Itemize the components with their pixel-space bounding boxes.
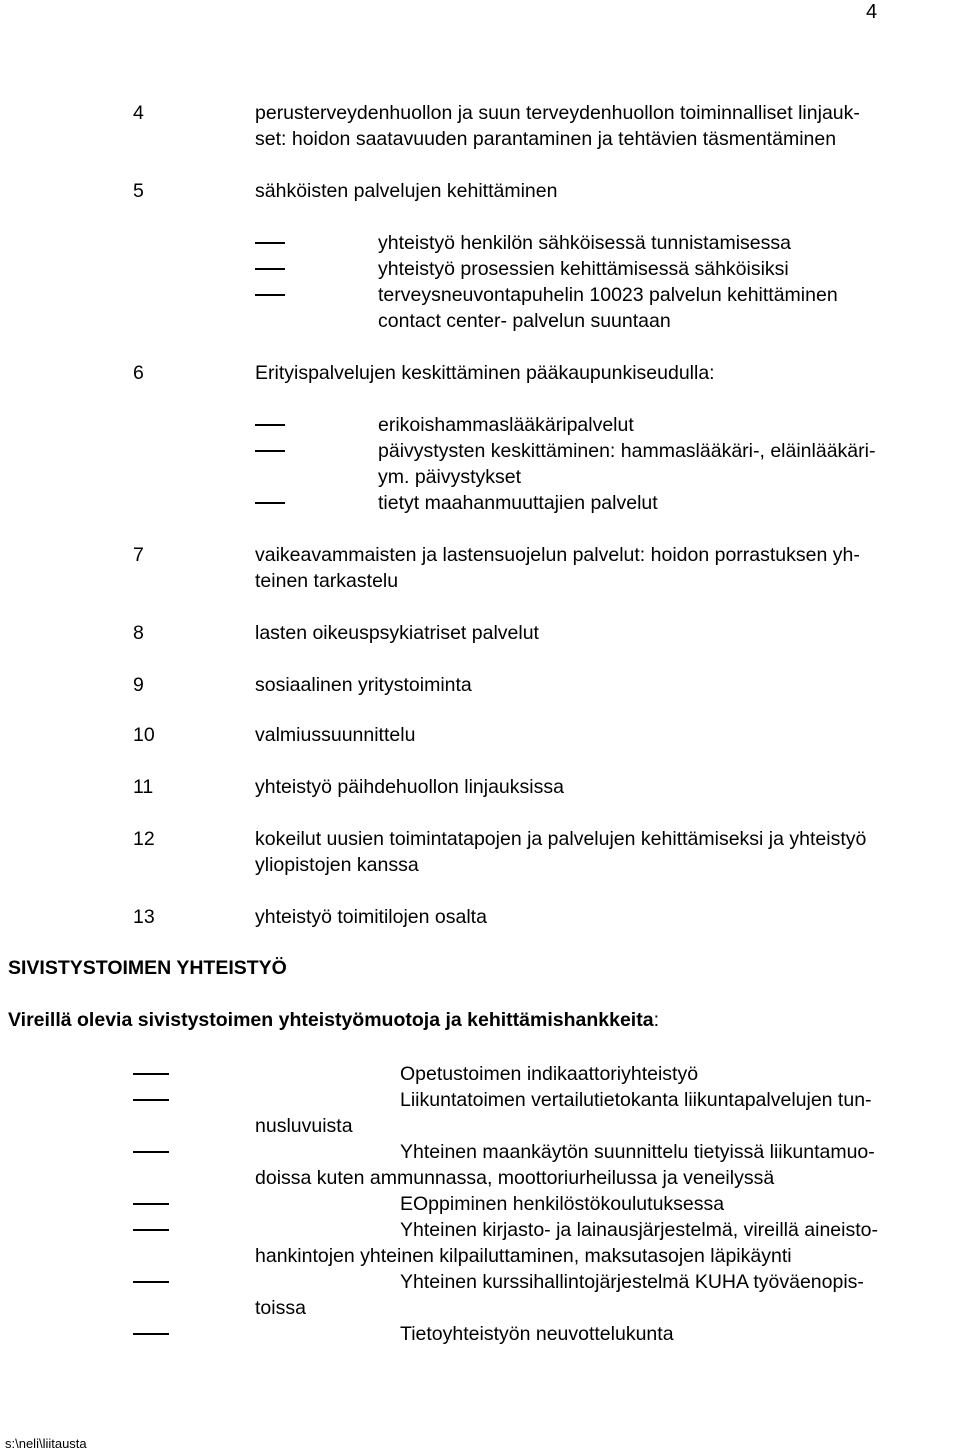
dash-bullet-icon bbox=[255, 294, 285, 296]
bullet-item: Tietoyhteistyön neuvottelukunta bbox=[400, 1323, 674, 1345]
dash-bullet-icon bbox=[255, 242, 285, 244]
item-number: 6 bbox=[133, 362, 144, 384]
bullet-continuation: doissa kuten ammunnassa, moottoriurheilussa ja veneilyssä bbox=[255, 1167, 775, 1189]
item-text: yhteistyö päihdehuollon linjauksissa bbox=[255, 776, 564, 798]
bullet-item: Yhteinen kirjasto- ja lainausjärjestelmä, vireillä aineisto- bbox=[400, 1219, 878, 1241]
item-text: lasten oikeuspsykiatriset palvelut bbox=[255, 622, 539, 644]
bullet-continuation: nusluvuista bbox=[255, 1115, 353, 1137]
section-heading: SIVISTYSTOIMEN YHTEISTYÖ bbox=[8, 957, 287, 979]
item-number: 12 bbox=[133, 828, 155, 850]
dash-bullet-icon bbox=[255, 450, 285, 452]
item-number: 7 bbox=[133, 544, 144, 566]
item-text: kokeilut uusien toimintatapojen ja palvelujen kehittämiseksi ja yhteistyö bbox=[255, 828, 867, 850]
item-text: yhteistyö toimitilojen osalta bbox=[255, 906, 487, 928]
subheading-colon: : bbox=[653, 1009, 659, 1031]
bullet-item: Yhteinen maankäytön suunnittelu tietyissä liikuntamuo- bbox=[400, 1141, 875, 1163]
bullet-item: Liikuntatoimen vertailutietokanta liikuntapalvelujen tun- bbox=[400, 1089, 872, 1111]
item-text: yliopistojen kanssa bbox=[255, 854, 419, 876]
sub-item: yhteistyö henkilön sähköisessä tunnistamisessa bbox=[378, 232, 791, 254]
subheading bbox=[8, 1007, 659, 1033]
footer-path: s:\neli\liitausta bbox=[5, 1436, 87, 1451]
item-text: sosiaalinen yritystoiminta bbox=[255, 674, 472, 696]
dash-bullet-icon bbox=[255, 268, 285, 270]
item-text: valmiussuunnittelu bbox=[255, 724, 416, 746]
bullet-continuation: toissa bbox=[255, 1297, 306, 1319]
dash-bullet-icon bbox=[133, 1203, 169, 1205]
sub-item: ym. päivystykset bbox=[378, 466, 522, 488]
dash-bullet-icon bbox=[255, 424, 285, 426]
sub-item: terveysneuvontapuhelin 10023 palvelun kehittäminen bbox=[378, 284, 838, 306]
item-number: 11 bbox=[133, 776, 154, 798]
item-number: 9 bbox=[133, 674, 144, 696]
sub-item: yhteistyö prosessien kehittämisessä sähköisiksi bbox=[378, 258, 789, 280]
bullet-item: EOppiminen henkilöstökoulutuksessa bbox=[400, 1193, 725, 1215]
dash-bullet-icon bbox=[133, 1151, 169, 1153]
sub-item: erikoishammaslääkäripalvelut bbox=[378, 414, 634, 436]
item-text: Erityispalvelujen keskittäminen pääkaupunkiseudulla: bbox=[255, 362, 715, 384]
sub-item: contact center- palvelun suuntaan bbox=[378, 310, 671, 332]
dash-bullet-icon bbox=[255, 502, 285, 504]
sub-item: päivystysten keskittäminen: hammaslääkäri-, eläinlääkäri- bbox=[378, 440, 876, 462]
dash-bullet-icon bbox=[133, 1333, 169, 1335]
sub-item: tietyt maahanmuuttajien palvelut bbox=[378, 492, 658, 514]
item-number: 5 bbox=[133, 180, 144, 202]
item-text: teinen tarkastelu bbox=[255, 570, 399, 592]
item-number: 4 bbox=[133, 102, 144, 124]
item-text: sähköisten palvelujen kehittäminen bbox=[255, 180, 558, 202]
item-number: 8 bbox=[133, 622, 144, 644]
bullet-item: Opetustoimen indikaattoriyhteistyö bbox=[400, 1063, 699, 1085]
dash-bullet-icon bbox=[133, 1073, 169, 1075]
bullet-item: Yhteinen kurssihallintojärjestelmä KUHA työväenopis- bbox=[400, 1271, 864, 1293]
page-number: 4 bbox=[866, 1, 878, 23]
bullet-continuation: hankintojen yhteinen kilpailuttaminen, maksutasojen läpikäynti bbox=[255, 1245, 792, 1267]
item-number: 13 bbox=[133, 906, 155, 928]
dash-bullet-icon bbox=[133, 1099, 169, 1101]
item-text: vaikeavammaisten ja lastensuojelun palvelut: hoidon porrastuksen yh- bbox=[255, 544, 860, 566]
item-text: set: hoidon saatavuuden parantaminen ja tehtävien täsmentäminen bbox=[255, 128, 837, 150]
subheading-bold: Vireillä olevia sivistystoimen yhteistyömuotoja ja kehittämishankkeita bbox=[8, 1009, 654, 1031]
item-number: 10 bbox=[133, 724, 155, 746]
dash-bullet-icon bbox=[133, 1229, 169, 1231]
dash-bullet-icon bbox=[133, 1281, 169, 1283]
item-text: perusterveydenhuollon ja suun terveydenhuollon toiminnalliset linjauk- bbox=[255, 102, 860, 124]
